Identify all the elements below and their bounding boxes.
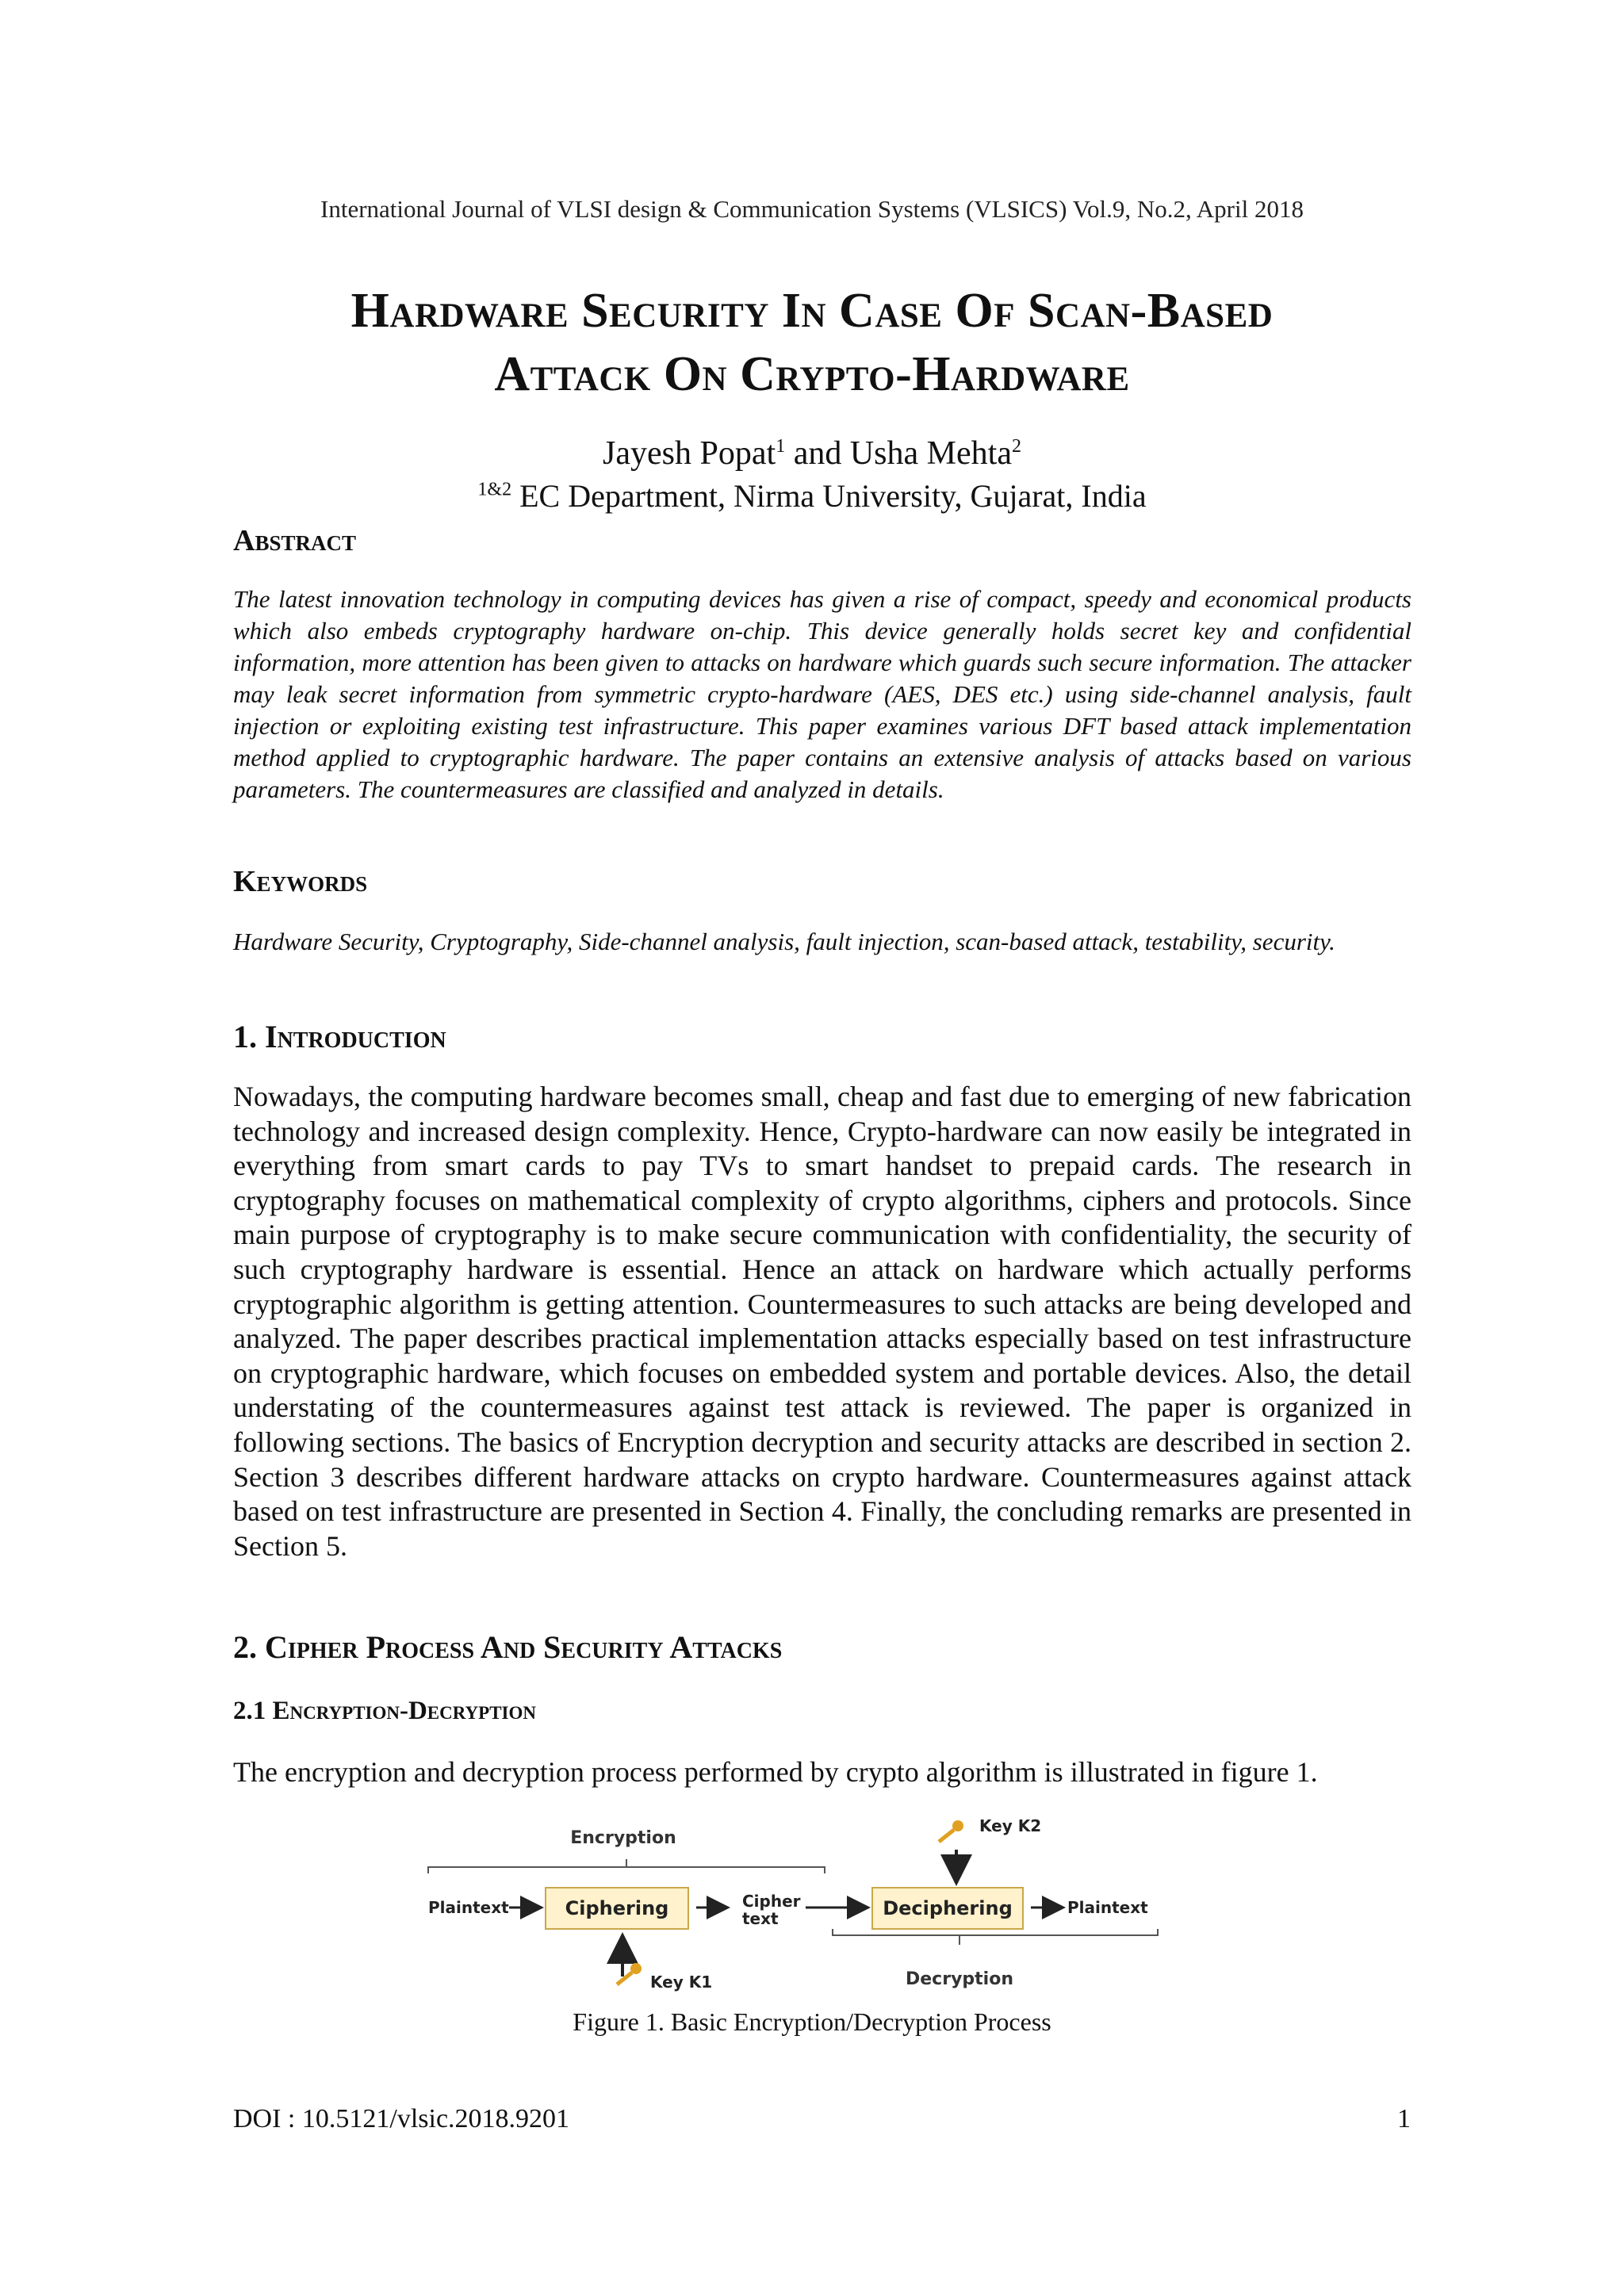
doi: DOI : 10.5121/vlsic.2018.9201 (233, 2104, 570, 2133)
author-1: Jayesh Popat (603, 435, 776, 472)
keywords-heading: Keywords (233, 865, 368, 898)
key-k2-label: Key K2 (979, 1816, 1042, 1835)
author-1-sup: 1 (776, 436, 786, 457)
section-1-text: Nowadays, the computing hardware becomes small, cheap and fast due to emerging of new fabrication technology and increased design complexity. Hence, Crypto-hardware can now easily be integrated in everything from smart cards to pay TVs to smart handset to prepaid cards. The research in cryptography focuses on mathematical complexity of crypto algorithms, ciphers and protocols. Since main purpose of cryptography is to make secure communication with confidentiality, the security of such cryptography hardware is essential. Hence an attack on hardware which actually performs cryptographic algorithm is getting attention. Countermeasures to such attacks are being developed and analyzed. The paper describes practical implementation attacks especially based on test infrastructure on cryptographic hardware, which focuses on embedded system and portable devices. Also, the detail understating of the countermeasures against test attack is reviewed. The paper is organized in following sections. The basics of Encryption decryption and security attacks are described in section 2. Section 3 describes different hardware attacks on crypto hardware. Countermeasures against attack based on test infrastructure are presented in Section 4. Finally, the concluding remarks are presented in Section 5. (233, 1081, 1411, 1562)
ciphering-label: Ciphering (565, 1897, 669, 1919)
ciphertext-label-line1: Cipher (742, 1892, 801, 1911)
author-connector: and (785, 435, 850, 472)
title-line-1: Hardware Security In Case Of Scan-Based (350, 284, 1274, 338)
encryption-bracket (428, 1867, 825, 1873)
page-number: 1 (1397, 2104, 1411, 2133)
section-2-heading: 2. Cipher Process And Security Attacks (233, 1629, 783, 1665)
plaintext-in-label: Plaintext (428, 1898, 509, 1917)
key-k1-icon (617, 1963, 642, 1984)
keywords-text: Hardware Security, Cryptography, Side-channel analysis, fault injection, scan-based attack, testability, security. (233, 928, 1335, 955)
encryption-decryption-figure (412, 1812, 1205, 2002)
section-2-1-heading: 2.1 Encryption-Decryption (233, 1697, 537, 1725)
author-2-sup: 2 (1011, 436, 1021, 457)
decryption-label: Decryption (906, 1969, 1013, 1989)
key-k1-label: Key K1 (650, 1973, 713, 1992)
ciphertext-label-line2: text (742, 1909, 779, 1928)
affiliation: EC Department, Nirma University, Gujarat, India (511, 478, 1147, 514)
affiliation-line (0, 477, 1624, 515)
journal-header: International Journal of VLSI design & Communication Systems (VLSICS) Vol.9, No.2, April 2018 (320, 195, 1304, 223)
figure-1-caption: Figure 1. Basic Encryption/Decryption Process (573, 2007, 1051, 2036)
title-line-2: Attack On Crypto-Hardware (494, 347, 1130, 401)
section-2-1-text: The encryption and decryption process performed by crypto algorithm is illustrated in figure 1. (233, 1756, 1318, 1788)
key-k2-icon (939, 1820, 963, 1842)
author-2: Usha Mehta (849, 435, 1012, 472)
deciphering-label: Deciphering (883, 1897, 1013, 1919)
abstract-text: The latest innovation technology in computing devices has given a rise of compact, speedy and economical products which also embeds cryptography hardware on-chip. This device generally holds secret key and confidential information, more attention has been given to attacks on hardware which guards such secure information. The attacker may leak secret information from symmetric crypto-hardware (AES, DES etc.) using side-channel analysis, fault injection or exploiting existing test infrastructure. This paper examines various DFT based attack implementation method applied to cryptographic hardware. The paper contains an extensive analysis of attacks based on various parameters. The countermeasures are classified and analyzed in details. (233, 585, 1411, 803)
affiliation-sup: 1&2 (477, 479, 512, 500)
abstract-heading: Abstract (233, 524, 356, 557)
paper-title (0, 279, 1624, 406)
encryption-label: Encryption (570, 1828, 676, 1848)
decryption-bracket (833, 1929, 1158, 1935)
authors-line (0, 434, 1624, 473)
plaintext-out-label: Plaintext (1067, 1898, 1148, 1917)
section-1-heading: 1. Introduction (233, 1019, 446, 1054)
